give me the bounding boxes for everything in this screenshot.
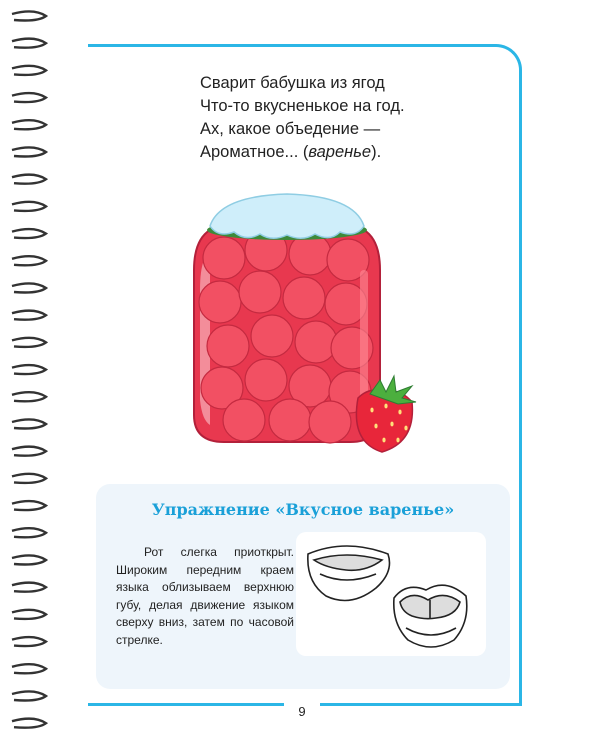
jam-berry xyxy=(309,401,351,443)
spiral-ring xyxy=(12,501,46,510)
spiral-ring xyxy=(12,11,46,20)
spiral-ring xyxy=(12,175,46,184)
strawberry-seed xyxy=(370,408,373,413)
spiral-binding xyxy=(0,0,60,750)
spiral-ring xyxy=(12,392,46,401)
strawberry-seed xyxy=(404,426,407,431)
spiral-ring xyxy=(12,229,46,238)
spiral-ring xyxy=(12,610,46,619)
exercise-description: Рот слегка приоткрыт. Широким передним краем языка облизываем верхнюю губу, делая движение языком сверху вниз, затем по часовой стрелке. xyxy=(116,545,294,647)
jam-berry xyxy=(269,399,311,441)
spiral-ring xyxy=(12,256,46,265)
bottom-line-left xyxy=(88,703,284,706)
spiral-ring xyxy=(12,419,46,428)
spiral-ring xyxy=(12,719,46,728)
spiral-ring xyxy=(12,93,46,102)
strawberry-seed xyxy=(398,410,401,415)
page-number: 9 xyxy=(298,704,306,719)
jam-berry xyxy=(251,315,293,357)
strawberry-seed xyxy=(384,404,387,409)
spiral-ring xyxy=(12,664,46,673)
spiral-ring xyxy=(12,447,46,456)
poem-line: Ах, какое объедение — xyxy=(200,120,381,138)
poem-line: Что-то вкусненькое на год. xyxy=(200,97,405,115)
poem-line-suffix: ). xyxy=(371,143,382,161)
spiral-ring xyxy=(12,474,46,483)
jam-berry xyxy=(203,237,245,279)
riddle-poem xyxy=(200,72,405,164)
spiral-ring xyxy=(12,283,46,292)
poem-line-prefix: Ароматное... ( xyxy=(200,143,309,161)
jar-glare xyxy=(360,270,368,400)
riddle-answer: варенье xyxy=(308,143,372,161)
spiral-ring xyxy=(12,39,46,48)
spiral-ring xyxy=(12,338,46,347)
strawberry-seed xyxy=(382,438,385,443)
mouth-open-icon xyxy=(308,546,390,601)
strawberry-seed xyxy=(396,438,399,443)
poem-line-last xyxy=(200,141,405,164)
spiral-ring xyxy=(12,120,46,129)
mouth-illustration xyxy=(296,532,486,656)
spiral-ring xyxy=(12,691,46,700)
jam-berry xyxy=(295,321,337,363)
jam-berry xyxy=(283,277,325,319)
spiral-ring xyxy=(12,365,46,374)
bottom-line-right xyxy=(320,703,522,706)
exercise-title: Упражнение «Вкусное варенье» xyxy=(151,500,455,519)
strawberry-seed xyxy=(390,422,393,427)
jam-berry xyxy=(245,359,287,401)
spiral-ring xyxy=(12,583,46,592)
spiral-ring xyxy=(12,66,46,75)
spiral-ring xyxy=(12,147,46,156)
jam-berry xyxy=(199,281,241,323)
spiral-ring xyxy=(12,555,46,564)
exercise-card xyxy=(96,484,510,689)
jar-lid-cloth xyxy=(210,194,364,238)
strawberry-seed xyxy=(374,424,377,429)
tongue-lick-icon xyxy=(394,585,467,647)
spiral-ring xyxy=(12,528,46,537)
spiral-ring xyxy=(12,637,46,646)
spiral-ring xyxy=(12,311,46,320)
jam-berry xyxy=(223,399,265,441)
jam-berry xyxy=(239,271,281,313)
mouth-illustration-card xyxy=(296,532,486,656)
jam-jar-illustration xyxy=(180,180,430,460)
poem-line: Сварит бабушка из ягод xyxy=(200,74,385,92)
spiral-ring xyxy=(12,202,46,211)
jam-berry xyxy=(207,325,249,367)
